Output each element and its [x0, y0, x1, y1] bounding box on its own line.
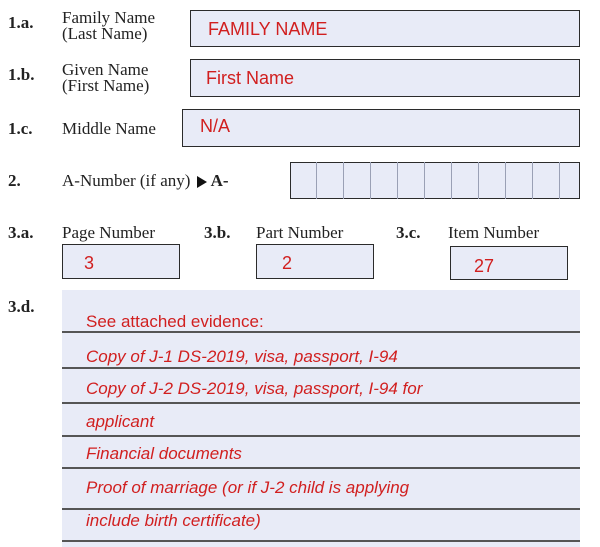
- textarea-rule: [62, 508, 580, 510]
- additional-info-line: Copy of J-2 DS-2019, visa, passport, I-94 for: [86, 379, 423, 398]
- a-number-cell: [479, 162, 506, 199]
- textarea-rule: [62, 435, 580, 437]
- a-number-label: [62, 172, 229, 189]
- a-number-label-text: A-Number (if any): [62, 171, 191, 190]
- part-number-value: 2: [282, 253, 293, 273]
- family-name-value: FAMILY NAME: [208, 19, 328, 39]
- a-number-cell: [425, 162, 452, 199]
- given-name-label: [62, 62, 149, 94]
- a-number-cell: [317, 162, 344, 199]
- middle-name-label: Middle Name: [62, 119, 156, 138]
- family-name-label-line1: Family Name: [62, 8, 156, 27]
- item-number-label: Item Number: [448, 223, 540, 242]
- item-number-1b: 1.b.: [8, 65, 35, 84]
- item-number-field[interactable]: [450, 246, 568, 280]
- page-number-label: Page Number: [62, 223, 156, 242]
- additional-info-line: Financial documents: [86, 444, 242, 463]
- a-number-cell: [344, 162, 371, 199]
- part-number-label: Part Number: [256, 223, 344, 242]
- additional-info-line: See attached evidence:: [86, 312, 264, 331]
- middle-name-value: N/A: [200, 116, 231, 136]
- a-number-prefix: A-: [210, 171, 229, 190]
- additional-info-line: applicant: [86, 412, 155, 431]
- a-number-cell: [452, 162, 479, 199]
- part-number-field[interactable]: [256, 244, 374, 279]
- item-number-value: 27: [474, 256, 495, 276]
- page-number-value: 3: [84, 253, 95, 273]
- arrow-right-icon: [197, 176, 207, 188]
- item-number-1a: 1.a.: [8, 13, 34, 32]
- item-number-3a: 3.a.: [8, 223, 34, 242]
- textarea-rule: [62, 331, 580, 333]
- given-name-label-line2: (First Name): [62, 76, 150, 95]
- textarea-rule: [62, 467, 580, 469]
- middle-name-field[interactable]: [182, 109, 580, 147]
- item-number-3b: 3.b.: [204, 223, 231, 242]
- item-number-2: 2.: [8, 171, 21, 190]
- page-number-field[interactable]: [62, 244, 180, 279]
- item-number-3c: 3.c.: [396, 223, 421, 242]
- textarea-rule: [62, 540, 580, 542]
- textarea-rule: [62, 402, 580, 404]
- additional-info-line: include birth certificate): [86, 511, 261, 530]
- given-name-value: First Name: [206, 68, 295, 88]
- given-name-label-line1: Given Name: [62, 60, 149, 79]
- additional-info-line: Proof of marriage (or if J-2 child is applying: [86, 478, 410, 497]
- item-number-3d: 3.d.: [8, 297, 35, 316]
- family-name-label-line2: (Last Name): [62, 24, 148, 43]
- additional-info-line: Copy of J-1 DS-2019, visa, passport, I-94: [86, 347, 398, 366]
- a-number-cell: [533, 162, 560, 199]
- a-number-cell: [506, 162, 533, 199]
- item-number-1c: 1.c.: [8, 119, 33, 138]
- textarea-rule: [62, 367, 580, 369]
- a-number-cell: [290, 162, 317, 199]
- a-number-cell: [398, 162, 425, 199]
- a-number-cell: [371, 162, 398, 199]
- family-name-label: [62, 10, 155, 42]
